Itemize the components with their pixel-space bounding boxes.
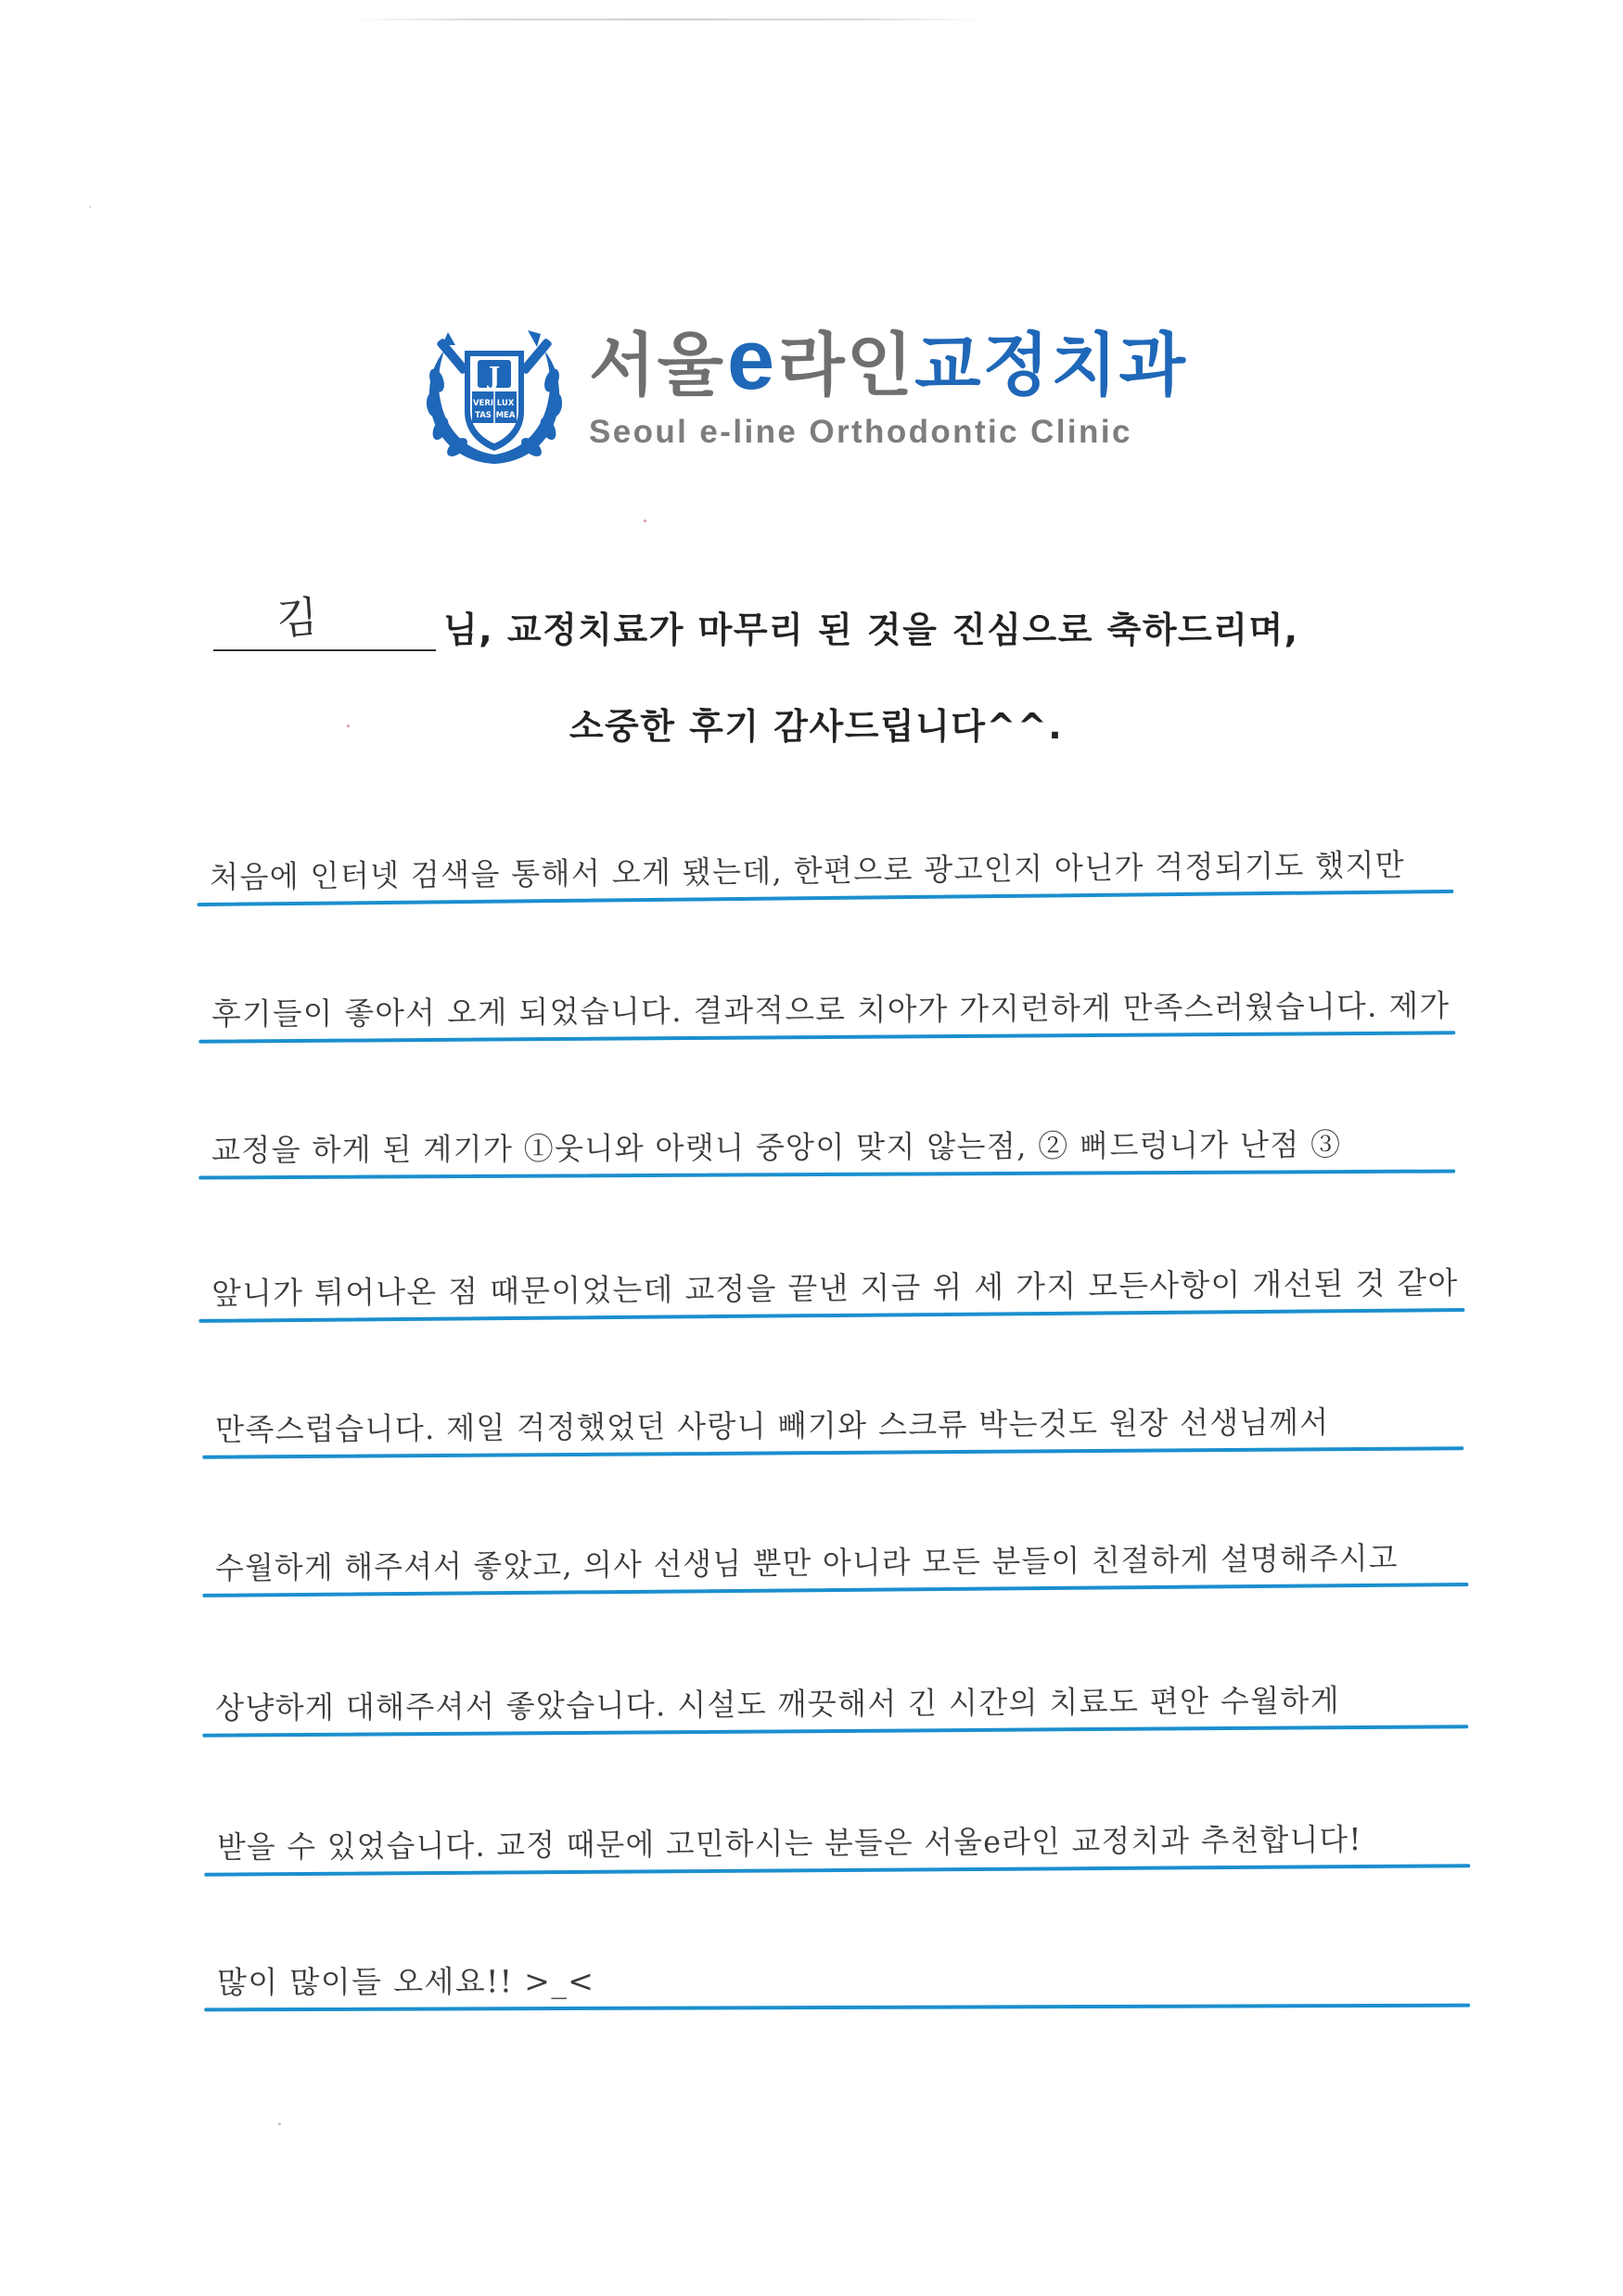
clinic-name-english: Seoul e-line Orthodontic Clinic [589, 414, 1132, 450]
patient-name-handwritten: 김 [275, 591, 320, 645]
review-line-text: 처음에 인터넷 검색을 통해서 오게 됐는데, 한편으로 광고인지 아닌가 걱정되기도 했지만 [209, 846, 1406, 895]
review-line-text: 상냥하게 대해주셔서 좋았습니다. 시설도 깨끗해서 긴 시간의 치료도 편안 수월하게 [214, 1682, 1341, 1726]
review-line-text: 교정을 하게 된 계기가 ①웃니와 아랫니 중앙이 맞지 않는점, ② 뻐드렁니가 난점 ③ [211, 1126, 1342, 1169]
review-line [202, 1503, 1469, 1597]
review-line [204, 1924, 1470, 2012]
review-line [202, 1366, 1464, 1458]
review-line-rule [204, 2004, 1470, 2012]
review-line [198, 1228, 1465, 1323]
greeting-text-1: 님, 교정치료가 마무리 된 것을 진심으로 축하드리며, [443, 609, 1299, 650]
review-line-text: 받을 수 있었습니다. 교정 때문에 고민하시는 분들은 서울e라인 교정치과 추천합니다! [216, 1821, 1362, 1866]
clinic-name-part: e [726, 313, 777, 407]
review-line-rule [198, 1169, 1455, 1179]
greeting-line-2: 소중한 후기 감사드립니다^^. [569, 706, 1064, 747]
emblem-word: TAS [475, 411, 492, 420]
clinic-name-part: 교정치과 [914, 326, 1188, 405]
review-line-text: 만족스럽습니다. 제일 걱정했었던 사랑니 빼기와 스크류 박는것도 원장 선생님께서 [214, 1404, 1330, 1448]
review-line [204, 1784, 1471, 1877]
review-line-text: 수월하게 해주셔서 좋았고, 의사 선생님 뿐만 아니라 모든 분들이 친절하게 설명해주시고 [214, 1539, 1399, 1586]
clinic-name-part: 서울 [589, 326, 725, 405]
emblem-word: LUX [496, 399, 515, 408]
clinic-name-part: 라인 [778, 326, 915, 405]
svg-text:J: J [488, 363, 501, 391]
review-line-text: 많이 많이들 오세요!! >_< [216, 1962, 595, 2001]
review-line-text: 후기들이 좋아서 오게 되었습니다. 결과적으로 치아가 가지런하게 만족스러웠습니다. 제가 [211, 987, 1450, 1033]
review-line [202, 1645, 1469, 1738]
emblem-word: VERI [472, 399, 494, 408]
review-line [198, 1089, 1455, 1179]
review-line-text: 앞니가 튀어나온 점 때문이었는데 교정을 끝낸 지금 위 세 가지 모든사항이 개선된 것 같아 [211, 1264, 1459, 1312]
review-line [198, 951, 1456, 1043]
review-line [197, 810, 1454, 906]
emblem-word: MEA [495, 411, 516, 420]
